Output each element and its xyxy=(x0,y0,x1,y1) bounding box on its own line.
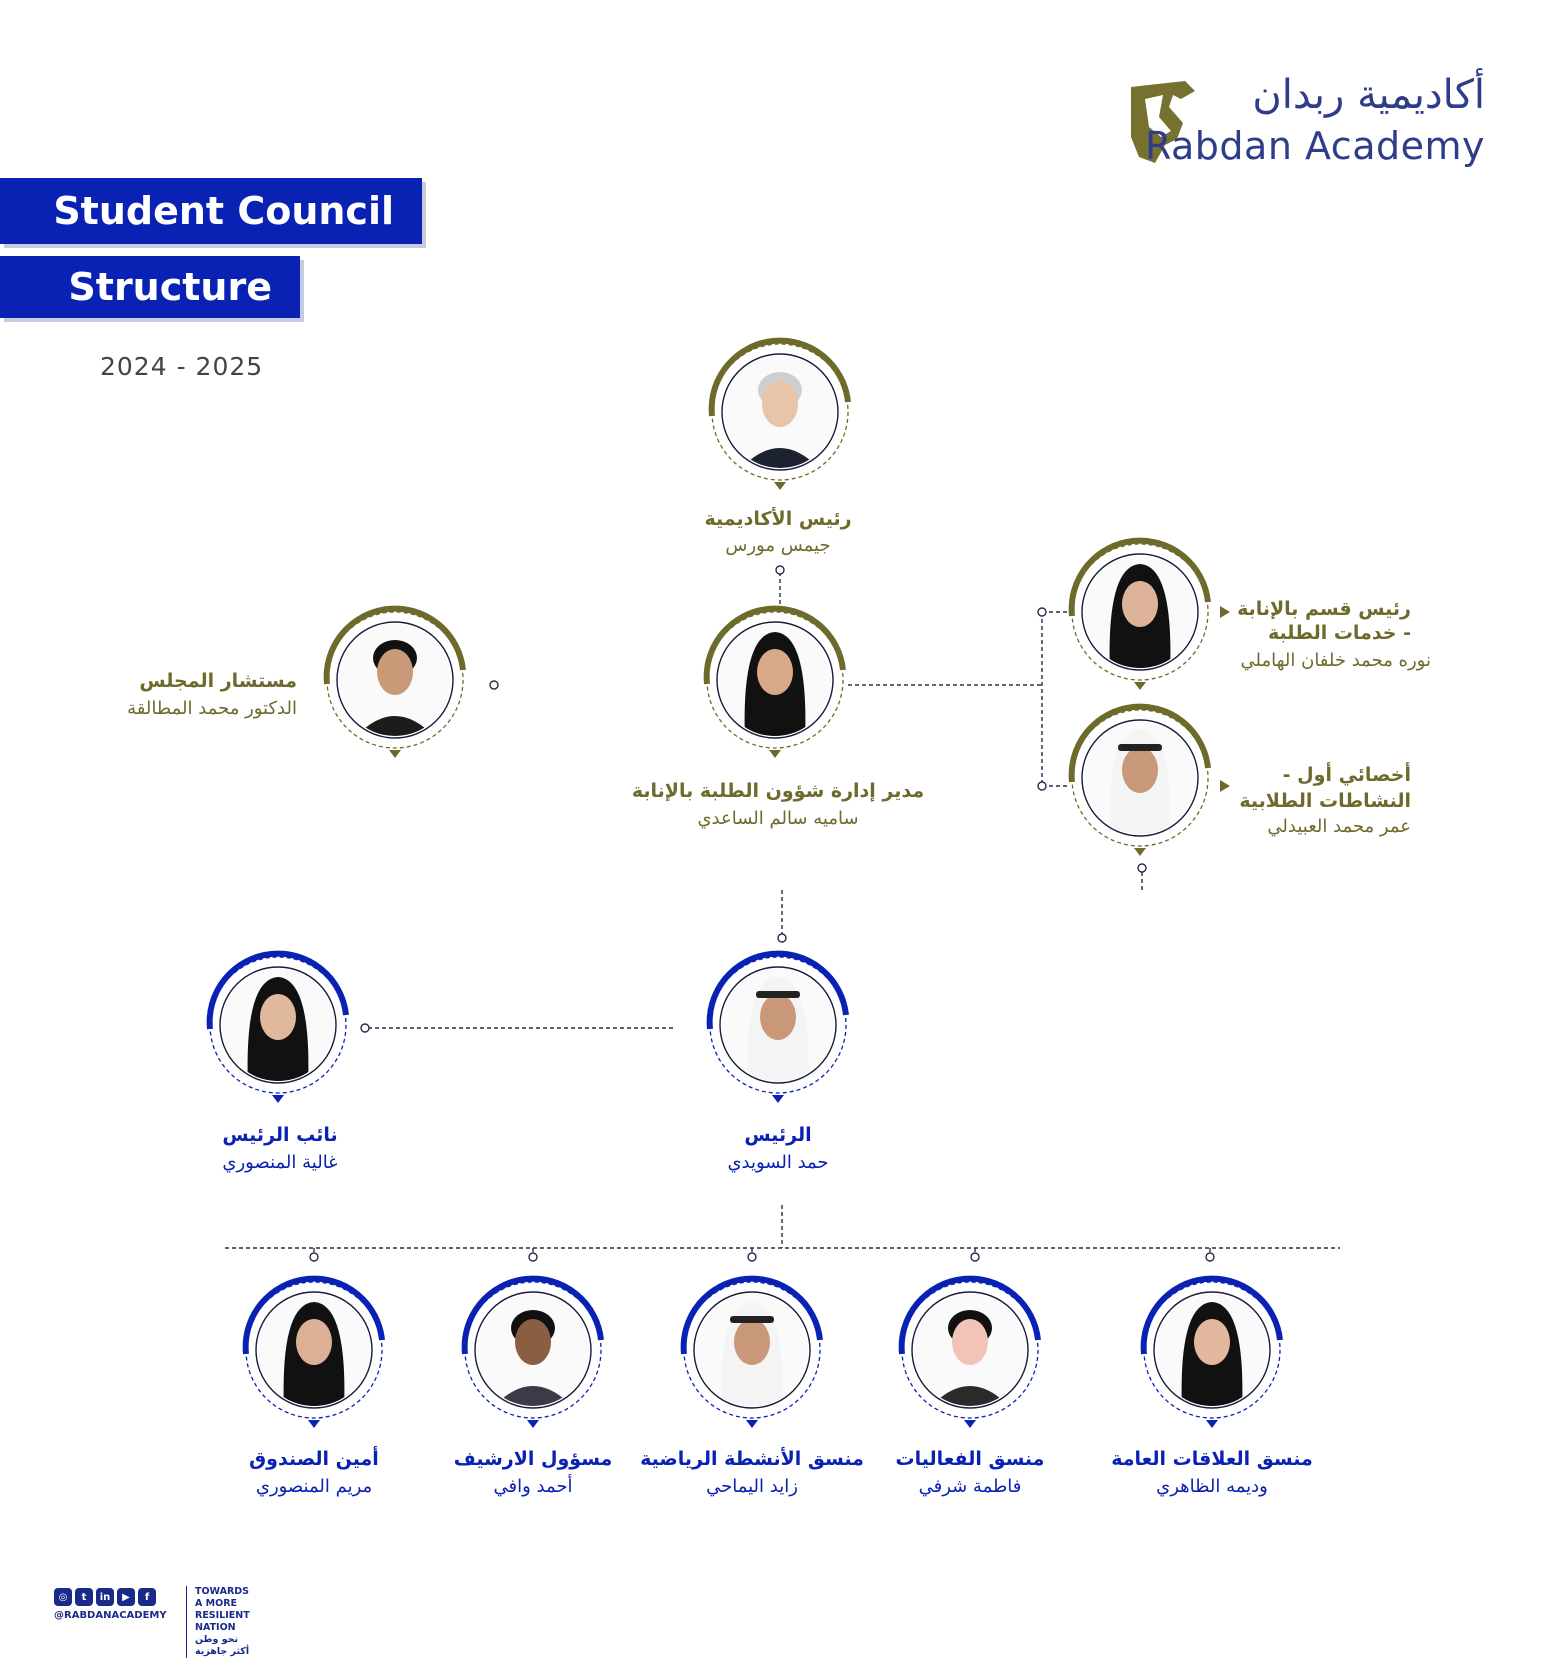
page-title-line1: Student Council xyxy=(53,189,394,233)
chair-name: حمد السويدي xyxy=(727,1152,829,1173)
pr-ring xyxy=(1136,1274,1288,1440)
chair-portrait xyxy=(702,949,854,1119)
social-handle: @RABDANACADEMY xyxy=(54,1610,167,1621)
archive-portrait xyxy=(457,1274,609,1444)
advisor-name: الدكتور محمد المطالقة xyxy=(127,698,297,719)
events-portrait xyxy=(894,1274,1046,1444)
pr-name: وديمه الظاهري xyxy=(1156,1476,1268,1497)
pr-role: منسق العلاقات العامة xyxy=(1111,1448,1313,1470)
advisor-role: مستشار المجلس xyxy=(139,670,297,692)
director-role: مدير إدارة شؤون الطلبة بالإنابة xyxy=(631,780,925,802)
vice-chair-role: نائب الرئيس xyxy=(222,1124,338,1146)
page-title-line2: Structure xyxy=(68,265,272,309)
sports-ring xyxy=(676,1274,828,1440)
sports-role: منسق الأنشطة الرياضية xyxy=(640,1448,864,1470)
president-name: جيمس مورس xyxy=(725,535,831,556)
president-role: رئيس الأكاديمية xyxy=(704,508,852,530)
events-name: فاطمة شرفي xyxy=(918,1476,1022,1497)
treasurer-portrait xyxy=(238,1274,390,1444)
sports-name: زايد اليماحي xyxy=(706,1476,798,1497)
vice-chair-portrait xyxy=(202,949,354,1119)
services-head-role-line1: رئيس قسم بالإنابة xyxy=(1237,598,1411,620)
advisor-ring xyxy=(319,604,471,770)
director-portrait xyxy=(699,604,851,774)
chair-role: الرئيس xyxy=(744,1124,812,1146)
president-portrait xyxy=(704,336,856,506)
archive-ring xyxy=(457,1274,609,1440)
services-head-role-line2: - خدمات الطلبة xyxy=(1268,622,1411,644)
services-head-ring xyxy=(1064,536,1216,702)
footer xyxy=(54,1586,250,1657)
treasurer-ring xyxy=(238,1274,390,1440)
vice-chair-name: غالية المنصوري xyxy=(222,1152,338,1173)
director-name: ساميه سالم الساعدي xyxy=(697,808,859,829)
director-ring xyxy=(699,604,851,770)
slogan-ar: نحو وطن أكثر جاهزية xyxy=(195,1634,250,1657)
vice-chair-ring xyxy=(202,949,354,1115)
services-head-portrait xyxy=(1064,536,1216,706)
sports-portrait xyxy=(676,1274,828,1444)
activities-specialist-portrait xyxy=(1064,702,1216,872)
activities-specialist-name: عمر محمد العبيدلي xyxy=(1267,816,1411,837)
pr-portrait xyxy=(1136,1274,1288,1444)
archive-role: مسؤول الارشيف xyxy=(453,1448,613,1470)
treasurer-name: مريم المنصوري xyxy=(255,1476,373,1497)
slogan-en-line1: TOWARDS A MORE xyxy=(195,1586,250,1609)
slogan-en-line2: RESILIENT NATION xyxy=(195,1610,250,1633)
president-ring xyxy=(704,336,856,502)
chair-ring xyxy=(702,949,854,1115)
youtube-icon[interactable]: ▶ xyxy=(117,1588,135,1606)
linkedin-icon[interactable]: in xyxy=(96,1588,114,1606)
activities-specialist-ring xyxy=(1064,702,1216,868)
activities-specialist-role-line2: النشاطات الطلابية xyxy=(1239,790,1411,812)
academic-years: 2024 - 2025 xyxy=(100,352,264,381)
archive-name: أحمد وافي xyxy=(493,1476,573,1497)
services-head-name: نوره محمد خلفان الهاملي xyxy=(1240,650,1431,671)
facebook-icon[interactable]: f xyxy=(138,1588,156,1606)
activities-specialist-role-line1: أخصائي أول - xyxy=(1282,764,1411,786)
events-role: منسق الفعاليات xyxy=(895,1448,1045,1470)
instagram-icon[interactable]: ◎ xyxy=(54,1588,72,1606)
logo-arabic-text: أكاديمية ربدان xyxy=(1252,72,1485,118)
events-ring xyxy=(894,1274,1046,1440)
social-links xyxy=(54,1588,167,1606)
slogan xyxy=(186,1586,250,1658)
twitter-icon[interactable]: t xyxy=(75,1588,93,1606)
treasurer-role: أمين الصندوق xyxy=(249,1448,379,1470)
logo-english-text: Rabdan Academy xyxy=(1144,124,1485,168)
advisor-portrait xyxy=(319,604,471,774)
